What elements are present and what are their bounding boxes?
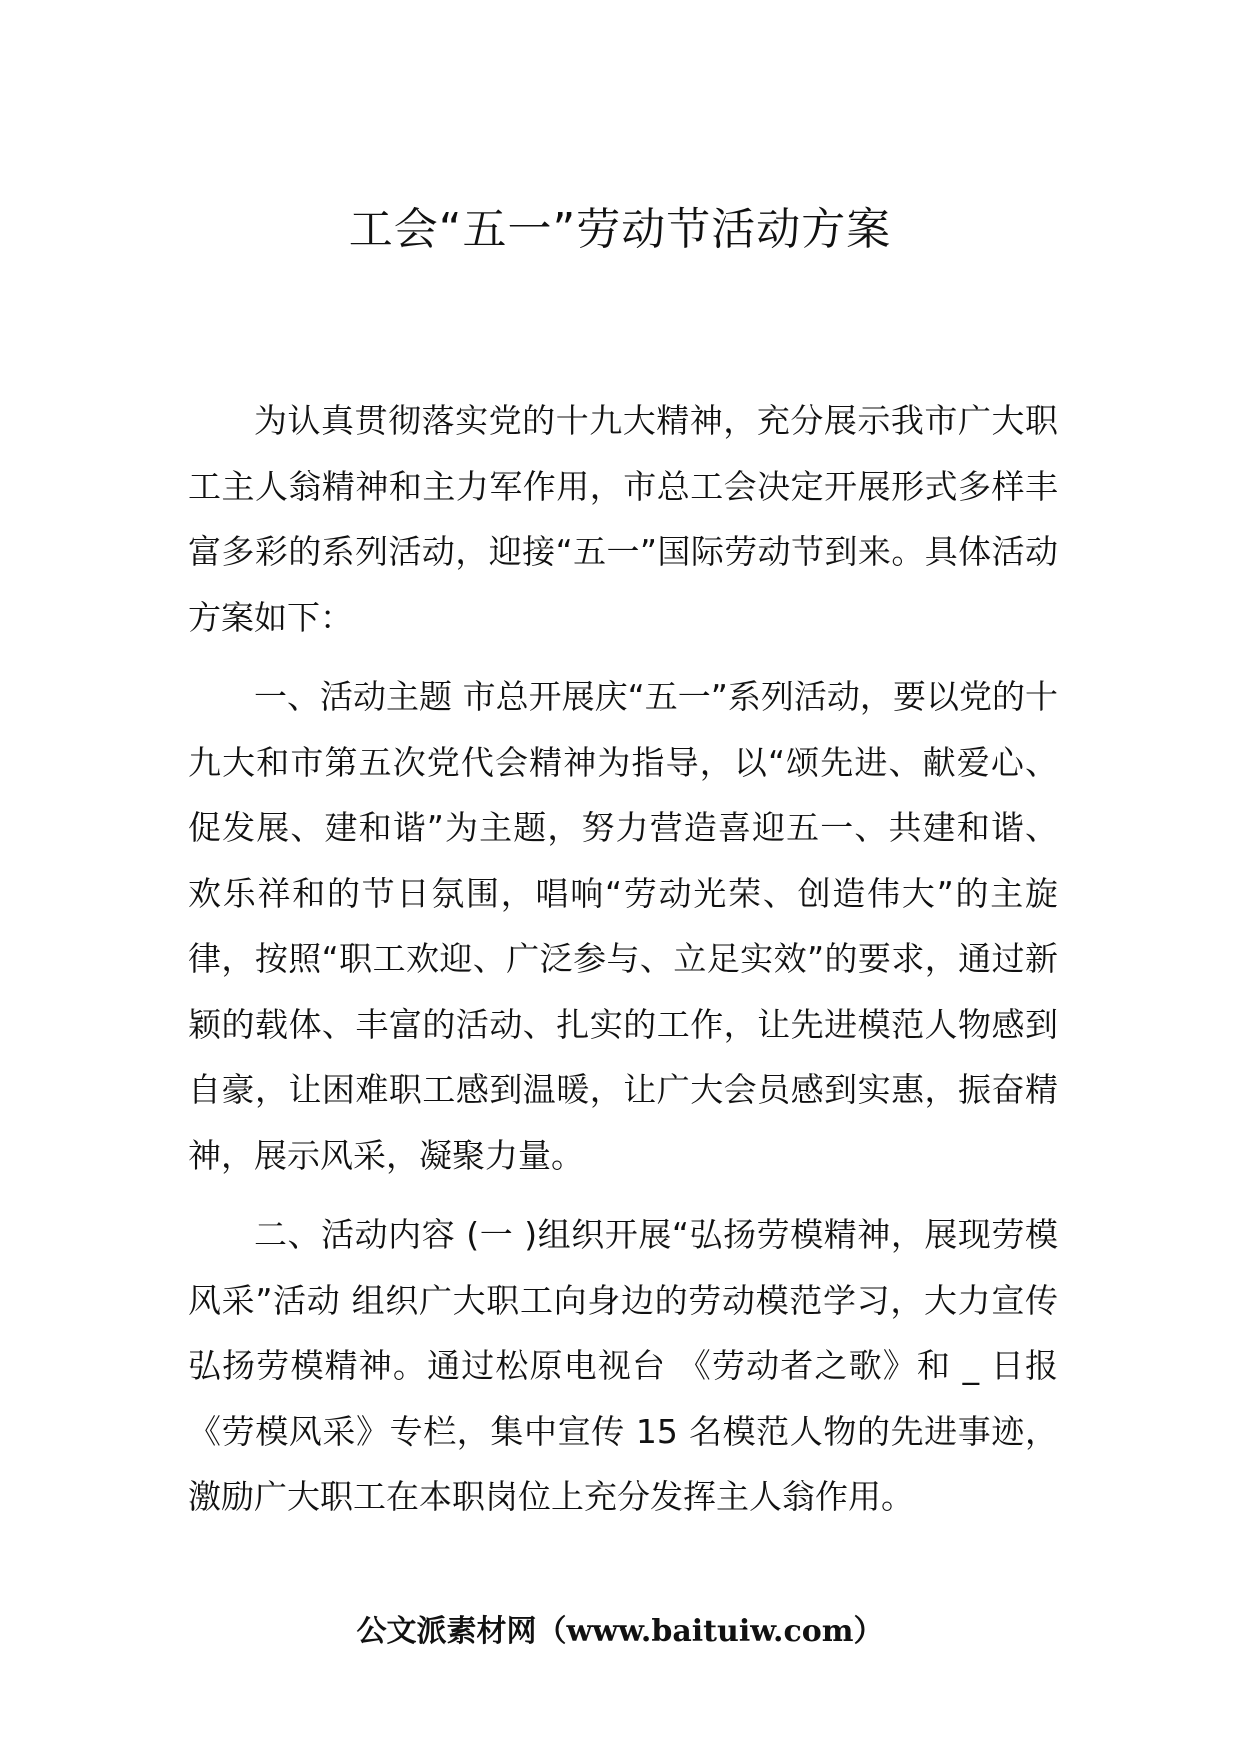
paragraph-activity-content: 二、活动内容 (一 )组织开展“弘扬劳模精神，展现劳模风采”活动 组织广大职工向身边的劳动模范学习，大力宣传弘扬劳模精神。通过松原电视台 《劳动者之歌》和 _ 日报《劳模风采》专栏，集中宣传 15 名模范人物的先进事迹，激励广大职工在本职岗位上充分发挥主人翁作用。 — [188, 1215, 1058, 1516]
document-body — [188, 388, 1058, 1544]
footer-watermark: 公文派素材网（www.baituiw.com） — [356, 1614, 884, 1649]
document-title: 工会“五一”劳动节活动方案 — [348, 204, 892, 255]
paragraph-activity-theme: 一、活动主题 市总开展庆“五一”系列活动，要以党的十九大和市第五次党代会精神为指导，以“颂先进、献爱心、促发展、建和谐”为主题，努力营造喜迎五一、共建和谐、欢乐祥和的节日氛围，唱响“劳动光荣、创造伟大”的主旋律，按照“职工欢迎、广泛参与、立足实效”的要求，通过新颖的载体、丰富的活动、扎实的工作，让先进模范人物感到自豪，让困难职工感到温暖，让广大会员感到实惠，振奋精神，展示风采，凝聚力量。 — [188, 677, 1058, 1175]
paragraph-intro: 为认真贯彻落实党的十九大精神，充分展示我市广大职工主人翁精神和主力军作用，市总工会决定开展形式多样丰富多彩的系列活动，迎接“五一”国际劳动节到来。具体活动方案如下： — [188, 401, 1058, 637]
